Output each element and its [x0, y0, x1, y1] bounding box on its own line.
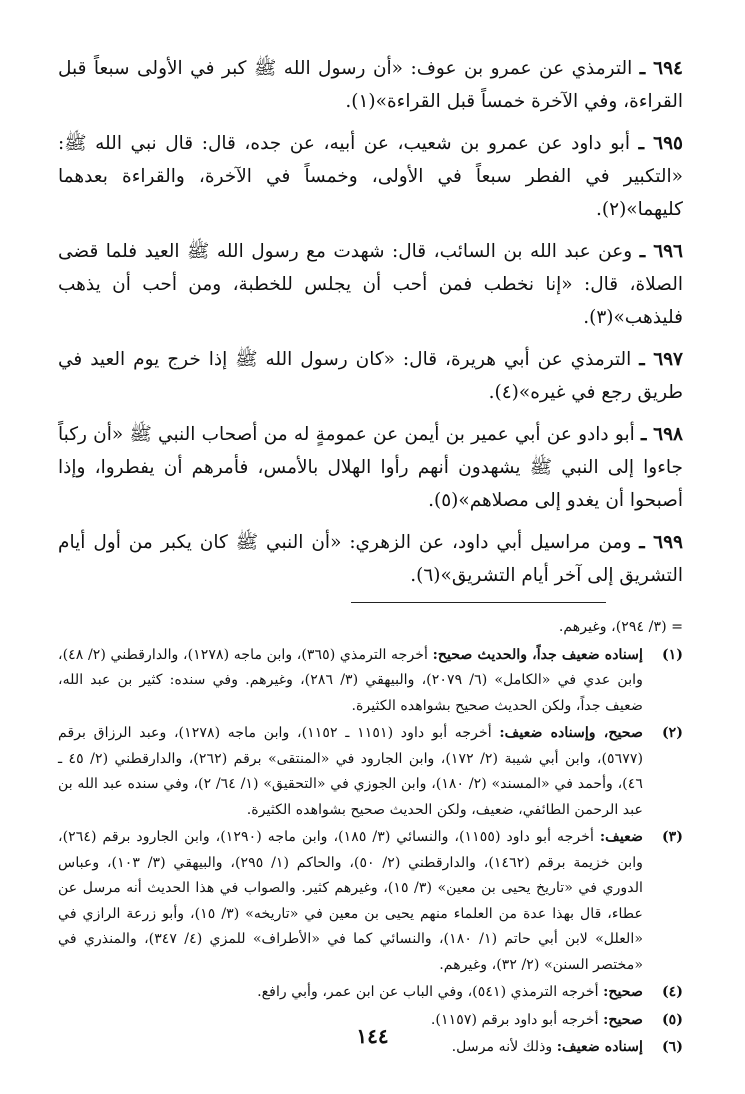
footnote-number: (٣): [661, 829, 683, 845]
footnote-grade: إسناده ضعيف جداً، والحديث صحيح:: [432, 646, 643, 663]
footnote-1: [58, 643, 683, 720]
hadith-number: ٦٩٨ ـ: [640, 424, 683, 445]
hadith-699: [58, 526, 683, 592]
footnote-text: أخرجه أبو داود (١١٥١ ـ ١١٥٢)، وابن ماجه (١٢٧٨)، وعبد الرزاق برقم (٥٦٧٧)، وابن أبي شيبة (٢/ ١٧٢)، وابن الجارود في «المنتقى» برقم (٢٦٢)، والدارقطني (٢/ ٤٥ ـ ٤٦)، وأحمد في «المسند» (٢/ ١٨٠)، وابن الجوزي في «التحقيق» (١/ ٦٤/ ٢)، وفي سنده عبد الله بن عبد الرحمن الطائفي، ضعيف، ولكن الحديث صحيح بشواهده الكثيرة.: [58, 725, 644, 818]
hadith-695: [58, 127, 683, 226]
footnote-number: (٦): [661, 1039, 683, 1055]
hadith-number: ٦٩٩ ـ: [639, 532, 683, 553]
footnote-body: [58, 643, 643, 720]
hadith-number: ٦٩٤ ـ: [639, 58, 683, 79]
footnotes: [58, 615, 683, 1061]
hadith-text: وعن عبد الله بن السائب، قال: شهدت مع رسول الله ﷺ العيد فلما قضى الصلاة، قال: «إنا نخطب فمن أحب أن يجلس للخطبة، ومن أحب أن يذهب فليذهب»(٣).: [58, 241, 683, 328]
page-number: ١٤٤: [356, 1024, 389, 1048]
hadith-697: [58, 343, 683, 409]
hadith-text: الترمذي عن عمرو بن عوف: «أن رسول الله ﷺ كبر في الأولى سبعاً قبل القراءة، وفي الآخرة خمساً قبل القراءة»(١).: [58, 58, 683, 112]
hadith-696: [58, 235, 683, 334]
hadith-text: الترمذي عن أبي هريرة، قال: «كان رسول الله ﷺ إذا خرج يوم العيد في طريق رجع في غيره»(٤).: [58, 349, 683, 403]
footnote-3: [58, 825, 683, 978]
footnote-grade: صحيح:: [603, 984, 643, 1000]
hadith-text: أبو داود عن عمرو بن شعيب، عن أبيه، عن جده، قال: قال نبي الله ﷺ: «التكبير في الفطر سبعاً في الأولى، وخمساً في الآخرة، والقراءة بعدهما كليهما»(٢).: [58, 133, 683, 220]
footnote-text: أخرجه الترمذي (٥٤١)، وفي الباب عن ابن عمر، وأبي رافع.: [257, 984, 599, 1000]
footnote-number: (٤): [661, 984, 683, 1000]
footnote-4: [58, 980, 683, 1006]
footnote-body: [58, 721, 643, 823]
footnote-text: أخرجه الترمذي (٣٦٥)، وابن ماجه (١٢٧٨)، والدارقطني (٢/ ٤٨)، وابن عدي في «الكامل» (٦/ ٢٠٧٩)، والبيهقي (٣/ ٢٨٦)، وغيرهم. وفي سنده: كثير بن عبد الله، ضعيف جداً، ولكن الحديث صحيح بشواهده الكثيرة.: [58, 646, 643, 714]
hadith-698: [58, 418, 683, 517]
footnote-continuation: = (٣/ ٢٩٤)، وغيرهم.: [558, 619, 683, 635]
hadith-text: ومن مراسيل أبي داود، عن الزهري: «أن النبي ﷺ كان يكبر من أول أيام التشريق إلى آخر أيام التشريق»(٦).: [58, 532, 683, 586]
footnote-grade: صحيح:: [603, 1011, 643, 1028]
hadith-number: ٦٩٧ ـ: [639, 349, 683, 370]
footnote-text: أخرجه أبو داود (١١٥٥)، والنسائي (٣/ ١٨٥)، وابن ماجه (١٢٩٠)، وابن الجارود برقم (٢٦٤)، وابن خزيمة برقم (١٤٦٢)، والدارقطني (٢/ ٥٠)، والحاكم (١/ ٢٩٥)، والبيهقي (٣/ ١٠٣)، وعباس الدوري في «تاريخ يحيى بن معين» (٣/ ١٥)، وغيرهم كثير. والصواب في هذا الحديث أنه مرسل عن عطاء، قال بهذا عدة من العلماء منهم يحيى بن معين في «تاريخه» (٣/ ١٥)، وأبو زرعة الرازي في «العلل» لابن أبي حاتم (١/ ١٨٠)، والنسائي كما في «الأطراف» للمزي (٤/ ٣٤٧)، والمنذري في «مختصر السنن» (٢/ ٣٢)، وغيرهم.: [58, 829, 643, 973]
footnote-grade: ضعيف:: [599, 829, 644, 845]
footnote-number: (٢): [661, 725, 683, 741]
footnote-text: وذلك لأنه مرسل.: [451, 1039, 553, 1055]
footnote-text: أخرجه أبو داود برقم (١١٥٧).: [430, 1011, 599, 1028]
footnote-number: (١): [661, 646, 683, 663]
footnote-2: [58, 721, 683, 823]
hadith-text: أبو دادو عن أبي عمير بن أيمن عن عمومةٍ له من أصحاب النبي ﷺ «أن ركباً جاءوا إلى النبي ﷺ يشهدون أنهم رأوا الهلال بالأمس، فأمرهم أن يفطروا، وإذا أصبحوا أن يغدو إلى مصلاهم»(٥).: [58, 424, 683, 511]
footnote-divider: [351, 602, 606, 603]
footnote-grade: إسناده ضعيف:: [556, 1039, 643, 1055]
footnote-body: [58, 980, 643, 1006]
footnote-body: [58, 825, 643, 978]
hadith-694: [58, 52, 683, 118]
hadith-number: ٦٩٥ ـ: [638, 133, 683, 154]
footnote-grade: صحيح، وإسناده ضعيف:: [499, 725, 643, 741]
footnote-number: (٥): [661, 1011, 683, 1028]
hadith-number: ٦٩٦ ـ: [639, 241, 683, 262]
